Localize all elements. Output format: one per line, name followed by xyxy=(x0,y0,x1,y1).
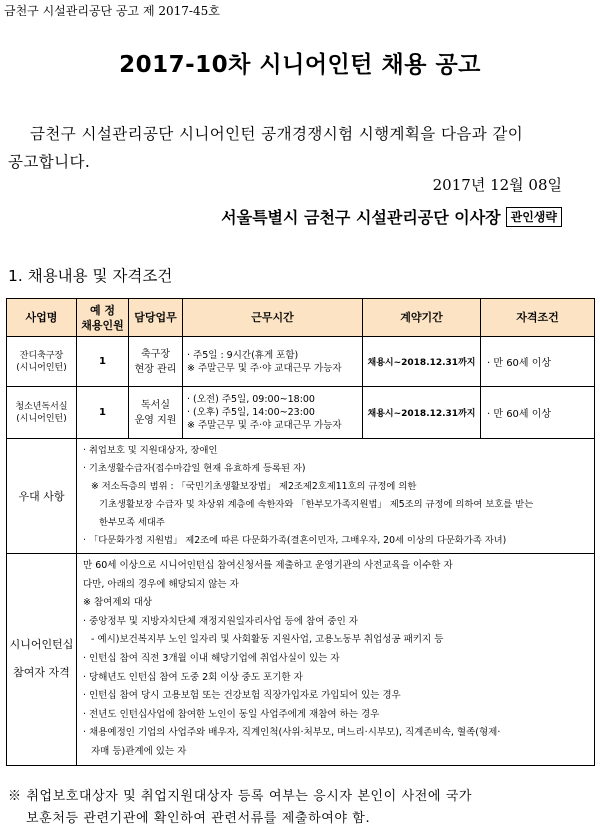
intro-line-2: 공고합니다. xyxy=(8,153,91,171)
cell-qualification: · 만 60세 이상 xyxy=(481,387,595,439)
cell-period: 채용시~2018.12.31까지 xyxy=(363,337,481,387)
cell-business xyxy=(7,387,77,439)
header-duty: 담당업무 xyxy=(129,299,183,337)
cell-hours xyxy=(183,387,363,439)
list-item: 다만, 아래의 경우에 해당되지 않는 자 xyxy=(83,578,239,590)
announcement-date: 2017년 12월 08일 xyxy=(432,176,562,194)
eligibility-label xyxy=(7,554,77,766)
hours-line: ※ 주말근무 및 주·야 교대근무 가능자 xyxy=(187,420,342,431)
seal-omitted-stamp: 관인생략 xyxy=(506,207,562,227)
eligibility-label-line-1: 시니어인턴십 xyxy=(9,638,74,652)
header-hours: 근무시간 xyxy=(183,299,363,337)
header-business: 사업명 xyxy=(7,299,77,337)
footer-line-2: 보훈처등 관련기관에 확인하여 관련서류를 제출하여야 함. xyxy=(26,811,371,826)
table-header-row xyxy=(7,299,595,337)
business-name: 잔디축구장 xyxy=(19,350,64,361)
header-planned-b: 채용인원 xyxy=(81,318,124,332)
cell-count: 1 xyxy=(77,387,129,439)
business-name: 청소년독서실 xyxy=(15,401,68,412)
cell-hours xyxy=(183,337,363,387)
list-item: · 인턴십 참여 직전 3개월 이내 해당기업에 취업사실이 있는 자 xyxy=(83,652,340,664)
header-qualification: 자격조건 xyxy=(481,299,595,337)
business-type: (시니어인턴) xyxy=(16,362,67,373)
cell-duty xyxy=(129,337,183,387)
duty-line-2: 현장 관리 xyxy=(134,363,177,375)
list-item: ※ 참여제외 대상 xyxy=(83,597,153,609)
hours-line: ※ 주말근무 및 주·야 교대근무 가능자 xyxy=(187,362,342,374)
signer-name: 서울특별시 금천구 시설관리공단 이사장 xyxy=(221,208,501,227)
list-item: · 인턴십 참여 당시 고용보험 또는 건강보험 직장가입자로 가입되어 있는 경우 xyxy=(83,690,401,702)
header-period: 계약기간 xyxy=(363,299,481,337)
cell-qualification: · 만 60세 이상 xyxy=(481,337,595,387)
list-item: · 채용예정인 기업의 사업주와 배우자, 직계인척(사위·처부모, 며느리·시부모), 직계존비속, 혈족(형제· xyxy=(83,727,501,739)
hours-line: · (오전) 주5일, 09:00~18:00 xyxy=(187,394,315,405)
list-item: 만 60세 이상으로 시니어인턴십 참여신청서를 제출하고 운영기관의 사전교육을 이수한 자 xyxy=(83,560,453,571)
list-item: 자매 등)관계에 있는 자 xyxy=(91,745,187,757)
cell-duty xyxy=(129,387,183,439)
table-row-eligibility xyxy=(7,554,595,766)
list-item: · 「다문화가정 지원법」 제2조에 따른 다문화가족(결혼이민자, 그배우자, 20세 이상의 다문화가족 자녀) xyxy=(83,535,507,546)
duty-line-2: 운영 지원 xyxy=(134,414,177,426)
header-planned-count xyxy=(77,299,129,337)
business-type: (시니어인턴) xyxy=(16,413,67,424)
list-item: · 중앙정부 및 지방자치단체 재정지원일자리사업 등에 참여 중인 자 xyxy=(83,615,358,627)
cell-business xyxy=(7,337,77,387)
section-title: 1. 채용내용 및 자격조건 xyxy=(8,267,173,285)
hours-line: · (오후) 주5일, 14:00~23:00 xyxy=(187,407,315,418)
intro-paragraph xyxy=(8,120,580,176)
footer-note xyxy=(8,786,592,830)
preference-label: 우대 사항 xyxy=(7,439,77,554)
list-item: 기초생활보장 수급자 및 차상위 계층에 속한자와 「한부모가족지원법」 제5조의 규정에 의하여 보호를 받는 xyxy=(99,499,534,510)
list-item: · 전년도 인턴십사업에 참여한 노인이 동일 사업주에게 재참여 하는 경우 xyxy=(83,708,380,720)
list-item: 한부모족 세대주 xyxy=(99,517,165,528)
hours-line: · 주5일 : 9시간(휴게 포함) xyxy=(187,349,299,361)
intro-line-1: 금천구 시설관리공단 시니어인턴 공개경쟁시험 시행계획을 다음과 같이 xyxy=(30,125,524,143)
header-planned-a: 예 정 xyxy=(89,303,116,317)
table-row-preference xyxy=(7,439,595,554)
eligibility-list xyxy=(77,554,595,766)
preference-list xyxy=(77,439,595,554)
eligibility-label-line-2: 참여자 자격 xyxy=(13,666,70,680)
duty-line-1: 축구장 xyxy=(141,348,170,360)
page-title: 2017-10차 시니어인턴 채용 공고 xyxy=(119,52,481,78)
list-item: · 당해년도 인턴십 참여 도중 2회 이상 중도 포기한 자 xyxy=(83,671,303,683)
cell-period: 채용시~2018.12.31까지 xyxy=(363,387,481,439)
notice-number: 금천구 시설관리공단 공고 제 2017-45호 xyxy=(4,4,220,18)
footer-line-1: ※ 취업보호대상자 및 취업지원대상자 등록 여부는 응시자 본인이 사전에 국가 xyxy=(8,789,473,804)
recruitment-table xyxy=(6,298,595,766)
list-item: ※ 저소득층의 범위 : 「국민기초생활보장법」 제2조제2호제11호의 규정에 의한 xyxy=(91,481,417,492)
table-row xyxy=(7,337,595,387)
table-row xyxy=(7,387,595,439)
signer-block xyxy=(221,205,562,228)
duty-line-1: 독서실 xyxy=(141,399,170,411)
cell-count: 1 xyxy=(77,337,129,387)
list-item: · 취업보호 및 지원대상자, 장애인 xyxy=(83,445,218,456)
list-item: · 기초생활수급자(접수마감일 현재 유효하게 등록된 자) xyxy=(83,463,306,474)
list-item: - 예시)보건복지부 노인 일자리 및 사회활동 지원사업, 고용노동부 취업성공 패키지 등 xyxy=(91,634,444,646)
